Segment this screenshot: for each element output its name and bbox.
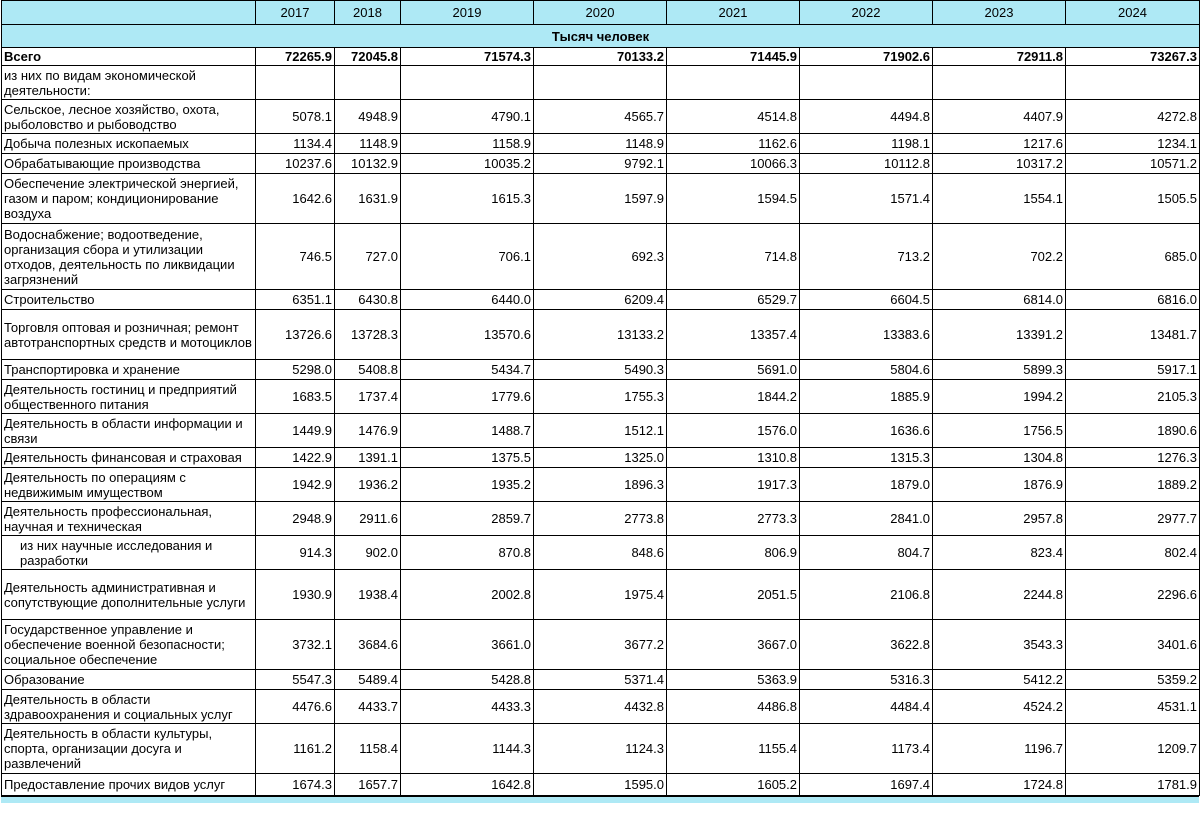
table-row	[2, 310, 1200, 360]
value-cell: 1325.0	[534, 448, 667, 468]
value-cell: 1779.6	[401, 380, 534, 414]
value-cell: 746.5	[256, 224, 335, 290]
year-header: 2022	[800, 1, 933, 25]
value-cell: 1975.4	[534, 570, 667, 620]
value-cell: 10132.9	[335, 154, 401, 174]
value-cell: 13383.6	[800, 310, 933, 360]
value-cell: 2296.6	[1066, 570, 1200, 620]
value-cell: 10317.2	[933, 154, 1066, 174]
value-cell	[335, 66, 401, 100]
table-row	[2, 290, 1200, 310]
value-cell: 4432.8	[534, 690, 667, 724]
value-cell: 13570.6	[401, 310, 534, 360]
value-cell: 2841.0	[800, 502, 933, 536]
value-cell: 3661.0	[401, 620, 534, 670]
row-label: Образование	[2, 670, 256, 690]
row-label: Всего	[2, 48, 256, 66]
row-label: из них научные исследования и разработки	[2, 536, 256, 570]
value-cell: 4272.8	[1066, 100, 1200, 134]
value-cell: 1890.6	[1066, 414, 1200, 448]
value-cell: 2977.7	[1066, 502, 1200, 536]
value-cell: 1217.6	[933, 134, 1066, 154]
value-cell: 1994.2	[933, 380, 1066, 414]
value-cell: 1683.5	[256, 380, 335, 414]
value-cell: 714.8	[667, 224, 800, 290]
value-cell	[667, 66, 800, 100]
value-cell: 71445.9	[667, 48, 800, 66]
value-cell: 6430.8	[335, 290, 401, 310]
value-cell: 4524.2	[933, 690, 1066, 724]
value-cell: 1234.1	[1066, 134, 1200, 154]
value-cell: 5412.2	[933, 670, 1066, 690]
value-cell: 1161.2	[256, 724, 335, 774]
value-cell: 3543.3	[933, 620, 1066, 670]
value-cell: 1505.5	[1066, 174, 1200, 224]
value-cell: 1879.0	[800, 468, 933, 502]
value-cell: 1595.0	[534, 774, 667, 796]
value-cell: 3677.2	[534, 620, 667, 670]
table-row	[2, 66, 1200, 100]
value-cell: 3667.0	[667, 620, 800, 670]
year-header: 2018	[335, 1, 401, 25]
value-cell: 2244.8	[933, 570, 1066, 620]
value-cell: 1209.7	[1066, 724, 1200, 774]
value-cell: 5917.1	[1066, 360, 1200, 380]
value-cell: 6209.4	[534, 290, 667, 310]
value-cell: 1615.3	[401, 174, 534, 224]
value-cell: 1876.9	[933, 468, 1066, 502]
value-cell: 1375.5	[401, 448, 534, 468]
value-cell: 1942.9	[256, 468, 335, 502]
value-cell: 870.8	[401, 536, 534, 570]
value-cell: 1144.3	[401, 724, 534, 774]
value-cell: 1148.9	[534, 134, 667, 154]
value-cell: 1124.3	[534, 724, 667, 774]
value-cell: 4948.9	[335, 100, 401, 134]
value-cell: 1276.3	[1066, 448, 1200, 468]
row-label: Предоставление прочих видов услуг	[2, 774, 256, 796]
value-cell: 2773.8	[534, 502, 667, 536]
value-cell: 4484.4	[800, 690, 933, 724]
value-cell: 692.3	[534, 224, 667, 290]
value-cell: 3684.6	[335, 620, 401, 670]
value-cell	[534, 66, 667, 100]
value-cell: 13481.7	[1066, 310, 1200, 360]
value-cell: 13728.3	[335, 310, 401, 360]
value-cell: 5490.3	[534, 360, 667, 380]
table-row	[2, 414, 1200, 448]
value-cell: 4433.3	[401, 690, 534, 724]
value-cell: 702.2	[933, 224, 1066, 290]
row-label: Добыча полезных ископаемых	[2, 134, 256, 154]
table-row	[2, 174, 1200, 224]
value-cell: 6604.5	[800, 290, 933, 310]
value-cell: 10035.2	[401, 154, 534, 174]
value-cell: 1724.8	[933, 774, 1066, 796]
row-label: Деятельность по операциям с недвижимым имуществом	[2, 468, 256, 502]
value-cell: 5489.4	[335, 670, 401, 690]
value-cell: 2051.5	[667, 570, 800, 620]
value-cell: 727.0	[335, 224, 401, 290]
value-cell: 1158.4	[335, 724, 401, 774]
table-row	[2, 570, 1200, 620]
value-cell: 2859.7	[401, 502, 534, 536]
table-row	[2, 536, 1200, 570]
value-cell: 4531.1	[1066, 690, 1200, 724]
value-cell: 1756.5	[933, 414, 1066, 448]
row-label: Деятельность в области культуры, спорта, организации досуга и развлечений	[2, 724, 256, 774]
value-cell: 902.0	[335, 536, 401, 570]
row-label: Деятельность финансовая и страховая	[2, 448, 256, 468]
value-cell: 1422.9	[256, 448, 335, 468]
value-cell: 6440.0	[401, 290, 534, 310]
value-cell: 1173.4	[800, 724, 933, 774]
value-cell: 6816.0	[1066, 290, 1200, 310]
row-label: Деятельность в области здравоохранения и социальных услуг	[2, 690, 256, 724]
value-cell: 1391.1	[335, 448, 401, 468]
value-cell: 1642.6	[256, 174, 335, 224]
value-cell: 1755.3	[534, 380, 667, 414]
value-cell: 1571.4	[800, 174, 933, 224]
row-label: Деятельность в области информации и связи	[2, 414, 256, 448]
year-header: 2019	[401, 1, 534, 25]
table-row	[2, 690, 1200, 724]
value-cell: 4494.8	[800, 100, 933, 134]
value-cell: 1935.2	[401, 468, 534, 502]
value-cell: 72265.9	[256, 48, 335, 66]
value-cell: 4514.8	[667, 100, 800, 134]
table-row	[2, 724, 1200, 774]
value-cell: 4407.9	[933, 100, 1066, 134]
value-cell: 6529.7	[667, 290, 800, 310]
row-label: Торговля оптовая и розничная; ремонт автотранспортных средств и мотоциклов	[2, 310, 256, 360]
value-cell: 10112.8	[800, 154, 933, 174]
value-cell: 5547.3	[256, 670, 335, 690]
table-row	[2, 154, 1200, 174]
year-header-row	[2, 1, 1200, 25]
value-cell: 1134.4	[256, 134, 335, 154]
row-label: Деятельность гостиниц и предприятий общественного питания	[2, 380, 256, 414]
table-row	[2, 620, 1200, 670]
value-cell: 1697.4	[800, 774, 933, 796]
value-cell: 802.4	[1066, 536, 1200, 570]
value-cell: 5408.8	[335, 360, 401, 380]
value-cell: 4433.7	[335, 690, 401, 724]
table-row	[2, 774, 1200, 796]
value-cell: 6351.1	[256, 290, 335, 310]
value-cell: 1938.4	[335, 570, 401, 620]
row-label: Транспортировка и хранение	[2, 360, 256, 380]
value-cell: 3401.6	[1066, 620, 1200, 670]
value-cell: 848.6	[534, 536, 667, 570]
table-row	[2, 380, 1200, 414]
value-cell: 10066.3	[667, 154, 800, 174]
value-cell: 1889.2	[1066, 468, 1200, 502]
value-cell: 5434.7	[401, 360, 534, 380]
value-cell: 1449.9	[256, 414, 335, 448]
value-cell: 706.1	[401, 224, 534, 290]
value-cell: 6814.0	[933, 290, 1066, 310]
value-cell: 1512.1	[534, 414, 667, 448]
table-row	[2, 448, 1200, 468]
value-cell: 1930.9	[256, 570, 335, 620]
value-cell: 1476.9	[335, 414, 401, 448]
year-header: 2020	[534, 1, 667, 25]
value-cell: 1657.7	[335, 774, 401, 796]
value-cell: 13726.6	[256, 310, 335, 360]
row-label: из них по видам экономической деятельности:	[2, 66, 256, 100]
value-cell: 5804.6	[800, 360, 933, 380]
value-cell: 1597.9	[534, 174, 667, 224]
unit-label: Тысяч человек	[2, 25, 1200, 48]
unit-row	[2, 25, 1200, 48]
value-cell: 2002.8	[401, 570, 534, 620]
row-label: Сельское, лесное хозяйство, охота, рыболовство и рыбоводство	[2, 100, 256, 134]
value-cell: 4486.8	[667, 690, 800, 724]
year-header: 2017	[256, 1, 335, 25]
value-cell: 1781.9	[1066, 774, 1200, 796]
value-cell: 4476.6	[256, 690, 335, 724]
value-cell: 2948.9	[256, 502, 335, 536]
row-label: Деятельность профессиональная, научная и техническая	[2, 502, 256, 536]
value-cell: 5359.2	[1066, 670, 1200, 690]
table-row	[2, 100, 1200, 134]
value-cell: 1642.8	[401, 774, 534, 796]
row-label: Государственное управление и обеспечение военной безопасности; социальное обеспечение	[2, 620, 256, 670]
value-cell: 73267.3	[1066, 48, 1200, 66]
year-header: 2024	[1066, 1, 1200, 25]
value-cell: 2106.8	[800, 570, 933, 620]
row-label: Обрабатывающие производства	[2, 154, 256, 174]
value-cell: 1605.2	[667, 774, 800, 796]
value-cell: 1488.7	[401, 414, 534, 448]
value-cell: 1674.3	[256, 774, 335, 796]
value-cell: 2911.6	[335, 502, 401, 536]
value-cell: 1196.7	[933, 724, 1066, 774]
value-cell: 1636.6	[800, 414, 933, 448]
value-cell	[1066, 66, 1200, 100]
row-label: Строительство	[2, 290, 256, 310]
value-cell	[401, 66, 534, 100]
table-row	[2, 502, 1200, 536]
value-cell: 1896.3	[534, 468, 667, 502]
value-cell: 5298.0	[256, 360, 335, 380]
table-row	[2, 224, 1200, 290]
row-label: Водоснабжение; водоотведение, организация сбора и утилизации отходов, деятельность по ликвидации загрязнений	[2, 224, 256, 290]
value-cell: 5371.4	[534, 670, 667, 690]
value-cell: 4565.7	[534, 100, 667, 134]
year-header: 2021	[667, 1, 800, 25]
total-row	[2, 48, 1200, 66]
value-cell: 914.3	[256, 536, 335, 570]
value-cell: 1315.3	[800, 448, 933, 468]
value-cell: 5428.8	[401, 670, 534, 690]
value-cell: 1917.3	[667, 468, 800, 502]
value-cell: 72911.8	[933, 48, 1066, 66]
value-cell: 3732.1	[256, 620, 335, 670]
value-cell: 13357.4	[667, 310, 800, 360]
value-cell: 13133.2	[534, 310, 667, 360]
value-cell: 1554.1	[933, 174, 1066, 224]
value-cell	[256, 66, 335, 100]
value-cell: 1594.5	[667, 174, 800, 224]
value-cell: 4790.1	[401, 100, 534, 134]
year-header: 2023	[933, 1, 1066, 25]
value-cell: 1737.4	[335, 380, 401, 414]
value-cell: 1631.9	[335, 174, 401, 224]
value-cell: 71902.6	[800, 48, 933, 66]
value-cell: 5078.1	[256, 100, 335, 134]
value-cell: 5316.3	[800, 670, 933, 690]
row-label: Деятельность административная и сопутствующие дополнительные услуги	[2, 570, 256, 620]
value-cell: 72045.8	[335, 48, 401, 66]
value-cell: 71574.3	[401, 48, 534, 66]
value-cell: 5363.9	[667, 670, 800, 690]
table-row	[2, 134, 1200, 154]
header-corner	[2, 1, 256, 25]
value-cell: 5691.0	[667, 360, 800, 380]
value-cell: 9792.1	[534, 154, 667, 174]
value-cell: 2105.3	[1066, 380, 1200, 414]
value-cell: 1162.6	[667, 134, 800, 154]
value-cell	[800, 66, 933, 100]
value-cell: 804.7	[800, 536, 933, 570]
value-cell: 713.2	[800, 224, 933, 290]
value-cell: 1148.9	[335, 134, 401, 154]
value-cell: 685.0	[1066, 224, 1200, 290]
value-cell: 823.4	[933, 536, 1066, 570]
value-cell: 70133.2	[534, 48, 667, 66]
value-cell: 1885.9	[800, 380, 933, 414]
value-cell: 10571.2	[1066, 154, 1200, 174]
employment-table	[1, 0, 1200, 796]
value-cell: 806.9	[667, 536, 800, 570]
value-cell: 1304.8	[933, 448, 1066, 468]
value-cell: 1576.0	[667, 414, 800, 448]
row-label: Обеспечение электрической энергией, газом и паром; кондиционирование воздуха	[2, 174, 256, 224]
value-cell: 2773.3	[667, 502, 800, 536]
value-cell: 1155.4	[667, 724, 800, 774]
value-cell: 1198.1	[800, 134, 933, 154]
value-cell: 1936.2	[335, 468, 401, 502]
value-cell	[933, 66, 1066, 100]
value-cell: 2957.8	[933, 502, 1066, 536]
value-cell: 3622.8	[800, 620, 933, 670]
value-cell: 10237.6	[256, 154, 335, 174]
table-row	[2, 468, 1200, 502]
value-cell: 1844.2	[667, 380, 800, 414]
value-cell: 1158.9	[401, 134, 534, 154]
value-cell: 5899.3	[933, 360, 1066, 380]
value-cell: 1310.8	[667, 448, 800, 468]
table-bottom-band	[1, 796, 1199, 803]
table-row	[2, 360, 1200, 380]
value-cell: 13391.2	[933, 310, 1066, 360]
table-row	[2, 670, 1200, 690]
